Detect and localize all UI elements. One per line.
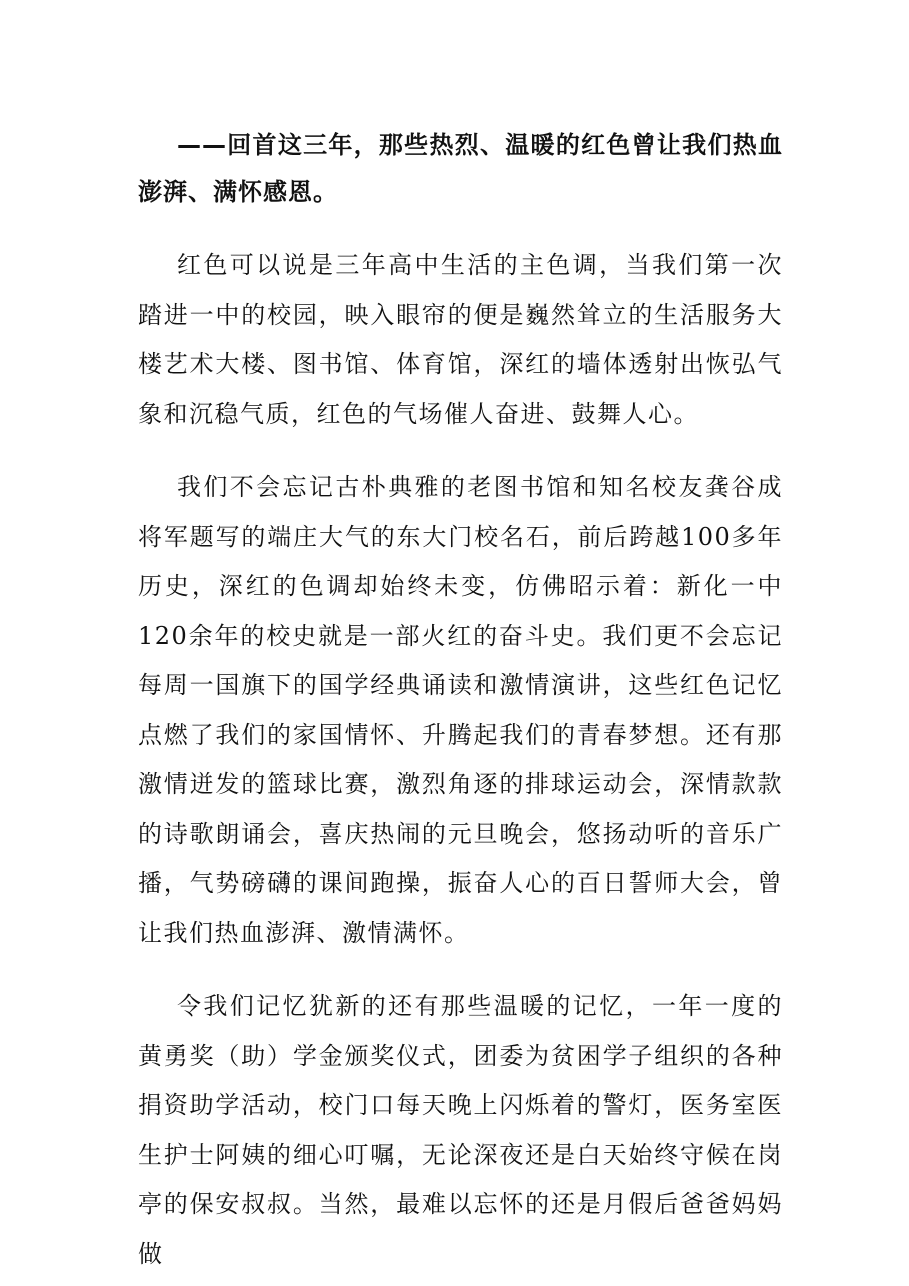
document-body (138, 122, 783, 1279)
section-heading: ——回首这三年，那些热烈、温暖的红色曾让我们热血澎湃、满怀感恩。 (138, 131, 783, 206)
paragraph-red-campus: 红色可以说是三年高中生活的主色调，当我们第一次踏进一中的校园，映入眼帘的便是巍然耸立的生活服务大楼艺术大楼、图书馆、体育馆，深红的墙体透射出恢弘气象和沉稳气质，红色的气场催人奋进、鼓舞人心。 (138, 251, 783, 428)
paragraph-warm-memories: 令我们记忆犹新的还有那些温暖的记忆，一年一度的黄勇奖（助）学金颁奖仪式，团委为贫困学子组织的各种捐资助学活动，校门口每天晚上闪烁着的警灯，医务室医生护士阿姨的细心叮嘱，无论深夜还是白天始终守候在岗亭的保安叔叔。当然，最难以忘怀的还是月假后爸爸妈妈做 (138, 992, 783, 1268)
paragraph-school-history: 我们不会忘记古朴典雅的老图书馆和知名校友龚谷成将军题写的端庄大气的东大门校名石，前后跨越100多年历史，深红的色调却始终未变，仿佛昭示着：新化一中120余年的校史就是一部火红的奋斗史。我们更不会忘记每周一国旗下的国学经典诵读和激情演讲，这些红色记忆点燃了我们的家国情怀、升腾起我们的青春梦想。还有那激情迸发的篮球比赛，激烈角逐的排球运动会，深情款款的诗歌朗诵会，喜庆热闹的元旦晚会，悠扬动听的音乐广播，气势磅礴的课间跑操，振奋人心的百日誓师大会，曾让我们热血澎湃、激情满怀。 (138, 473, 783, 947)
